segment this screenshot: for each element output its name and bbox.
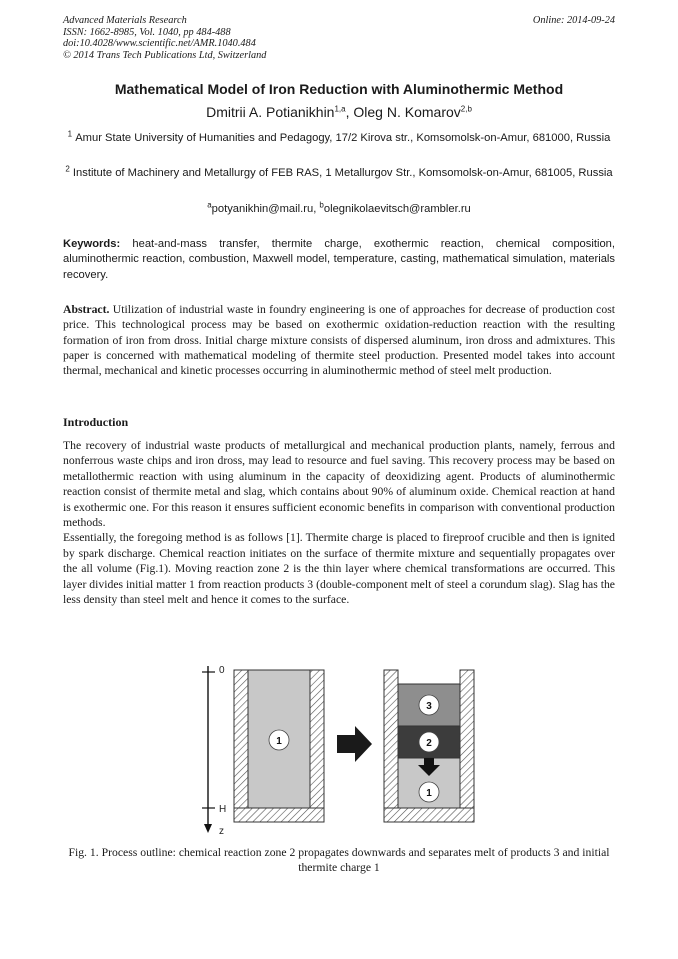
affiliation-2-num: 2 <box>65 164 70 174</box>
doi-line: doi:10.4028/www.scientific.net/AMR.1040.484 <box>63 38 256 50</box>
label-3: 3 <box>426 701 432 712</box>
author-2: Oleg N. Komarov <box>353 104 461 120</box>
email-b-sup: b <box>319 200 324 210</box>
affiliation-1 <box>63 131 615 147</box>
email-line <box>63 200 615 215</box>
online-date: Online: 2014-09-24 <box>532 15 615 26</box>
abstract-block <box>63 302 615 378</box>
label-2: 2 <box>426 738 432 749</box>
author-1: Dmitrii A. Potianikhin <box>206 104 335 120</box>
axis-label-z: z <box>219 826 224 837</box>
introduction-heading: Introduction <box>63 415 129 429</box>
email-a-sup: a <box>207 200 212 210</box>
depth-axis <box>202 665 226 837</box>
copyright-line: © 2014 Trans Tech Publications Ltd, Switzerland <box>63 49 267 61</box>
axis-arrowhead <box>204 824 212 833</box>
email-b[interactable]: olegnikolaevitsch@rambler.ru <box>323 203 471 215</box>
crucible2-right-wall <box>460 670 474 822</box>
label-1: 1 <box>276 736 282 747</box>
affiliation-2-text: Institute of Machinery and Metallurgy of FEB RAS, 1 Metallurgov Str., Komsomolsk-on-Amur, 681005, Russia <box>72 167 613 179</box>
email-a[interactable]: potyanikhin@mail.ru <box>211 203 314 215</box>
keywords-text: heat-and-mass transfer, thermite charge, exothermic reaction, chemical composition, aluminothermic reaction, combustion, Maxwell model, temperature, casting, mathematical simulation, materials recovery. <box>63 238 616 281</box>
paper-title: Mathematical Model of Iron Reduction with Aluminothermic Method <box>114 81 564 97</box>
intro-paragraph-1: The recovery of industrial waste products of metallurgical and mechanical production plants, namely, ferrous and nonferrous waste chips and iron dross, may lead to resource and fuel saving. This recovery process may be based on metallothermic reaction with using aluminum in the capacity of deoxidizing agent. Products of aluminothermic reaction consist of thermite metal and slag, which contains about 90% of aluminum oxide. Chemical reaction at hand is exothermic one. For this reason it ensures sufficient economic benefits in comparison with conventional production methods. <box>63 439 615 530</box>
author-2-sup: 2,b <box>460 104 472 114</box>
crucible2-left-wall <box>384 670 398 822</box>
crucible-bottom <box>234 808 324 822</box>
transition-arrow-icon <box>337 726 372 762</box>
abstract-label: Abstract. <box>63 303 110 316</box>
label-1b: 1 <box>426 788 432 799</box>
issn-line: ISSN: 1662-8985, Vol. 1040, pp 484-488 <box>63 26 231 38</box>
intro-paragraph-2: Essentially, the foregoing method is as follows [1]. Thermite charge is placed to fireproof crucible and then is ignited by spark discharge. Chemical reaction initiates on the surface of thermite mixture and sequentially propagates over the all volume (Fig.1). Moving reaction zone 2 is the thin layer where chemical transformations are occurred. This layer divides initial matter 1 from reaction products 3 (double-component melt of steel a corundum slag). Slag has the less density than steel melt and hence it comes to the surface. <box>63 531 615 607</box>
journal-header <box>63 15 266 61</box>
email-separator: , <box>313 203 320 215</box>
axis-label-zero: 0 <box>219 665 225 676</box>
journal-name: Advanced Materials Research <box>63 15 187 26</box>
affiliation-1-num: 1 <box>67 129 73 139</box>
affiliation-2 <box>63 166 615 182</box>
author-1-sup: 1,a <box>334 104 346 114</box>
author-separator: , <box>345 104 354 120</box>
crucible-reacting <box>384 670 474 822</box>
crucible-initial <box>234 670 324 822</box>
figure-caption: Fig. 1. Process outline: chemical reaction zone 2 propagates downwards and separates melt of products 3 and initial thermite charge 1 <box>68 846 610 875</box>
abstract-text: Utilization of industrial waste in foundry engineering is one of approaches for decrease of production cost price. This technological process may be based on exothermic oxidation-reduction reaction with the resulting formation of iron from dross. Initial charge mixture consists of dispersed aluminum, iron dross and admixtures. This paper is concerned with mathematical modeling of thermite steel production. Presented model takes into account thermal, mechanical and kinetic processes occurring in aluminothermic method of steel melt production. <box>63 303 616 378</box>
affiliation-1-text: Amur State University of Humanities and Pedagogy, 17/2 Kirova str., Komsomolsk-on-Amur, 681000, Russia <box>75 132 611 144</box>
crucible-left-wall <box>234 670 248 822</box>
process-figure <box>195 660 485 840</box>
author-line <box>40 104 638 120</box>
axis-label-h: H <box>219 804 227 815</box>
crucible-right-wall <box>310 670 324 822</box>
introduction-body <box>63 438 615 607</box>
keywords-block <box>63 237 615 283</box>
crucible2-bottom <box>384 808 474 822</box>
keywords-label: Keywords: <box>63 238 121 250</box>
